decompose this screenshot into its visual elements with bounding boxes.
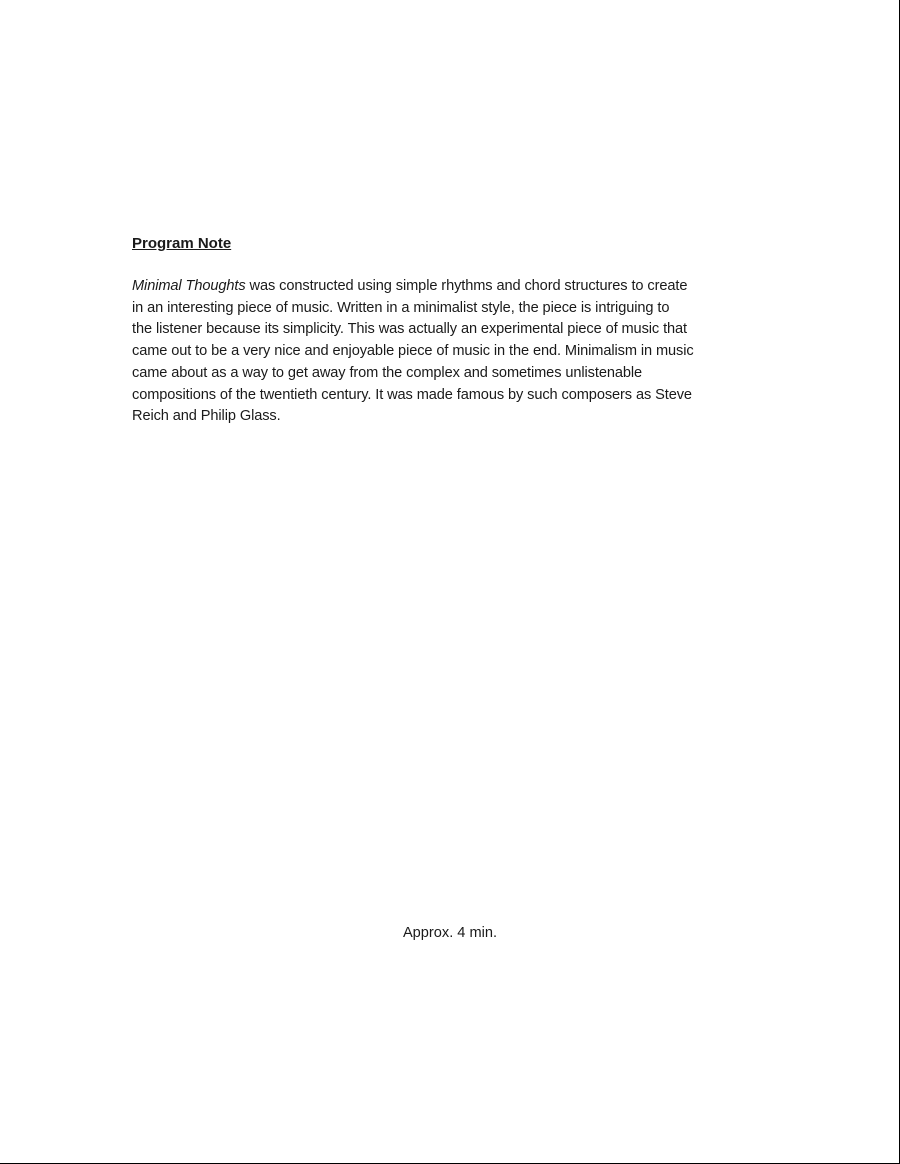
program-note-line: Reich and Philip Glass. (132, 408, 281, 425)
program-note-heading: Program Note (132, 235, 232, 252)
program-note-line: Minimal Thoughts was constructed using simple rhythms and chord structures to create (132, 278, 688, 294)
program-note-line: the listener because its simplicity. This was actually an experimental piece of music that (132, 321, 688, 338)
duration-text: Approx. 4 min. (402, 925, 498, 941)
piece-title: Minimal Thoughts (132, 278, 246, 294)
program-note-line: came out to be a very nice and enjoyable piece of music in the end. Minimalism in music (132, 343, 694, 360)
program-note-body (132, 276, 772, 428)
program-note-line: in an interesting piece of music. Written in a minimalist style, the piece is intriguing to (132, 299, 670, 316)
program-note-line: compositions of the twentieth century. It was made famous by such composers as Steve (132, 386, 692, 403)
program-note-line: came about as a way to get away from the complex and sometimes unlistenable (132, 364, 643, 381)
